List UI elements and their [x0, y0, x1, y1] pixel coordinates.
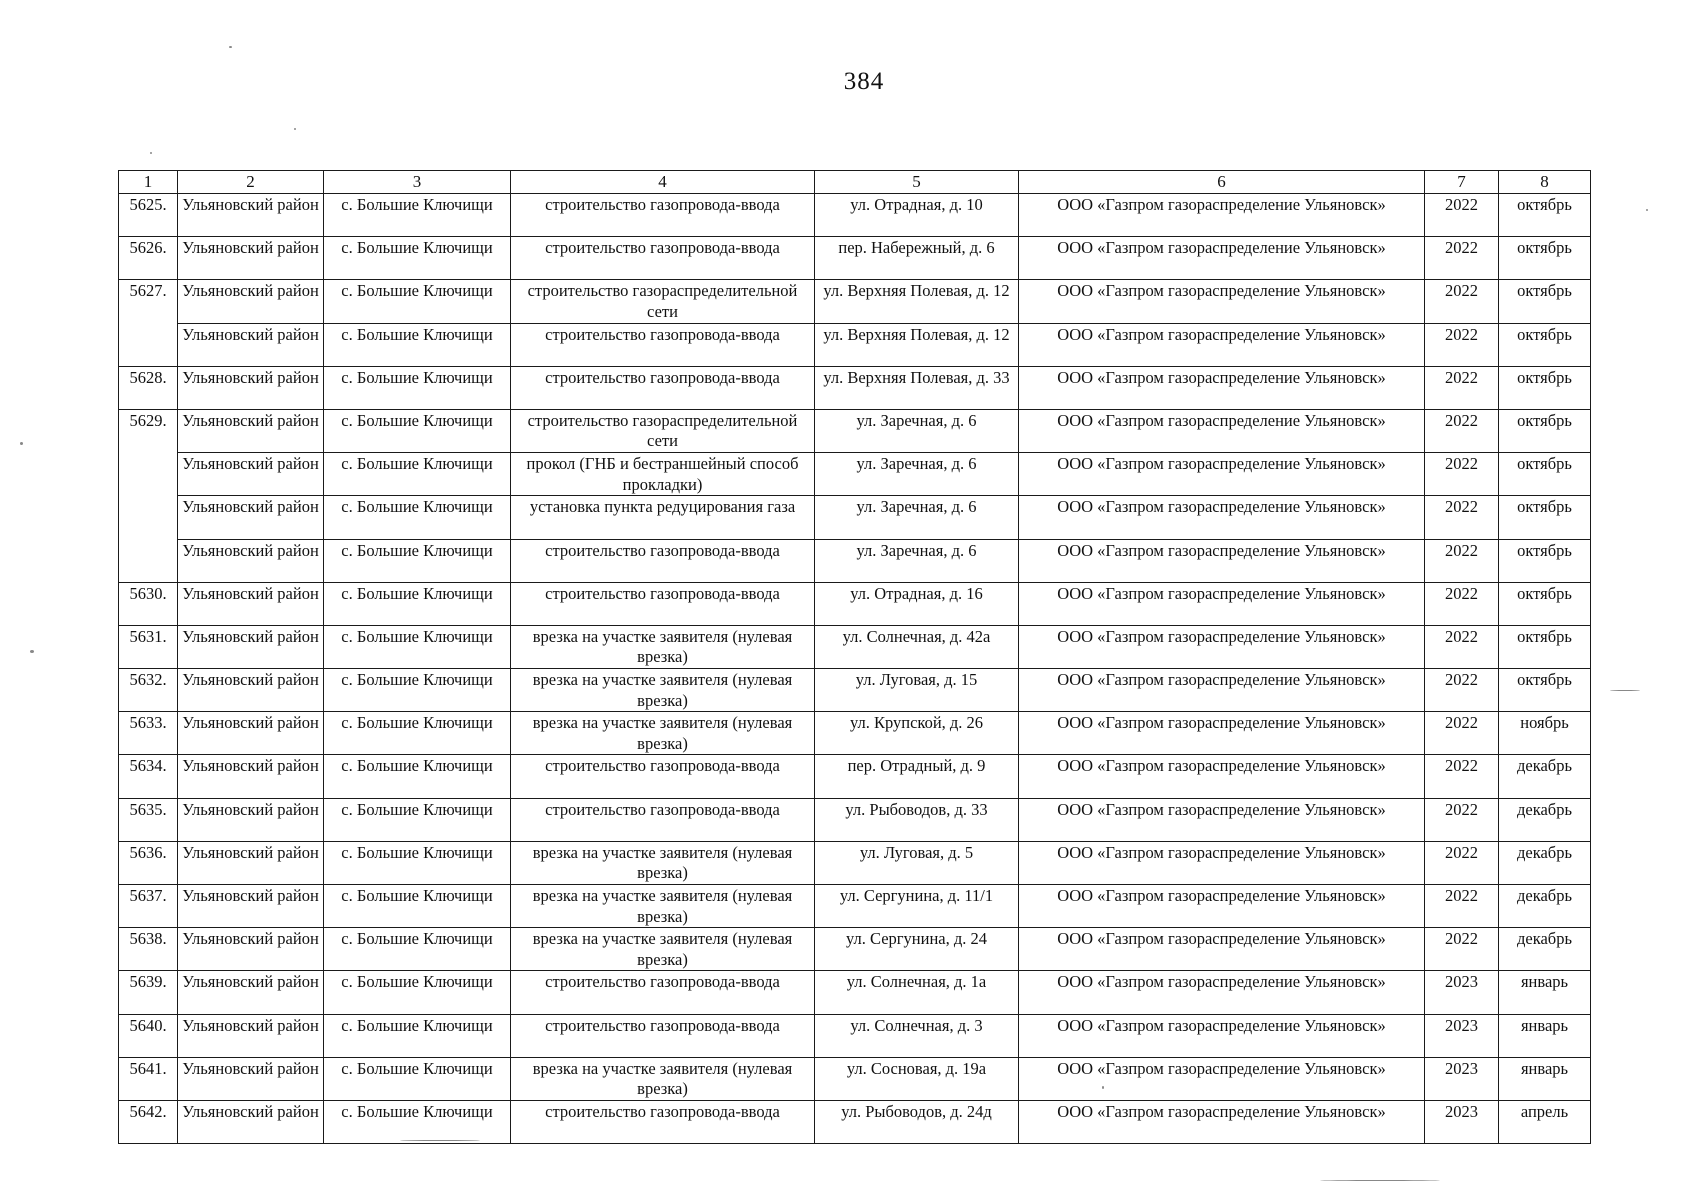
table-row [119, 755, 1591, 798]
cell-address: ул. Рыбоводов, д. 24д [815, 1100, 1019, 1143]
cell-number: 5630. [119, 582, 178, 625]
cell-settlement: с. Большие Ключищи [324, 453, 511, 496]
cell-work-type: строительство газопровода-ввода [511, 971, 815, 1014]
scan-speck [1610, 690, 1640, 691]
cell-address: ул. Солнечная, д. 3 [815, 1014, 1019, 1057]
header-col-6: 6 [1019, 171, 1425, 194]
cell-number: 5633. [119, 712, 178, 755]
cell-settlement: с. Большие Ключищи [324, 625, 511, 668]
cell-year: 2023 [1425, 1057, 1499, 1100]
cell-number: 5627. [119, 280, 178, 366]
table-row [119, 712, 1591, 755]
cell-year: 2022 [1425, 366, 1499, 409]
cell-number: 5629. [119, 409, 178, 582]
cell-address: пер. Отрадный, д. 9 [815, 755, 1019, 798]
cell-settlement: с. Большие Ключищи [324, 323, 511, 366]
table-row [119, 798, 1591, 841]
cell-year: 2023 [1425, 971, 1499, 1014]
cell-settlement: с. Большие Ключищи [324, 971, 511, 1014]
cell-settlement: с. Большие Ключищи [324, 1100, 511, 1143]
cell-month: октябрь [1499, 496, 1591, 539]
cell-month: январь [1499, 971, 1591, 1014]
table-header [119, 171, 1591, 194]
cell-year: 2022 [1425, 755, 1499, 798]
cell-settlement: с. Большие Ключищи [324, 409, 511, 452]
cell-number: 5626. [119, 237, 178, 280]
cell-work-type: строительство газопровода-ввода [511, 755, 815, 798]
header-col-4: 4 [511, 171, 815, 194]
cell-number: 5639. [119, 971, 178, 1014]
cell-organization: ООО «Газпром газораспределение Ульяновск» [1019, 194, 1425, 237]
cell-organization: ООО «Газпром газораспределение Ульяновск» [1019, 625, 1425, 668]
cell-address: ул. Рыбоводов, д. 33 [815, 798, 1019, 841]
cell-district: Ульяновский район [178, 496, 324, 539]
cell-number: 5642. [119, 1100, 178, 1143]
cell-organization: ООО «Газпром газораспределение Ульяновск» [1019, 928, 1425, 971]
cell-settlement: с. Большие Ключищи [324, 669, 511, 712]
page-number: 384 [843, 68, 885, 95]
cell-year: 2022 [1425, 496, 1499, 539]
cell-district: Ульяновский район [178, 582, 324, 625]
scan-speck [294, 128, 296, 130]
table-row [119, 496, 1591, 539]
cell-work-type: врезка на участке заявителя (нулевая врезка) [511, 625, 815, 668]
cell-organization: ООО «Газпром газораспределение Ульяновск» [1019, 1100, 1425, 1143]
cell-number: 5636. [119, 841, 178, 884]
cell-number: 5638. [119, 928, 178, 971]
cell-work-type: врезка на участке заявителя (нулевая врезка) [511, 885, 815, 928]
cell-district: Ульяновский район [178, 453, 324, 496]
scan-speck [400, 1140, 480, 1141]
table-row [119, 1100, 1591, 1143]
table-row [119, 453, 1591, 496]
table-row [119, 1014, 1591, 1057]
cell-year: 2022 [1425, 280, 1499, 323]
cell-settlement: с. Большие Ключищи [324, 366, 511, 409]
cell-year: 2022 [1425, 841, 1499, 884]
cell-address: ул. Солнечная, д. 1а [815, 971, 1019, 1014]
cell-year: 2022 [1425, 798, 1499, 841]
cell-settlement: с. Большие Ключищи [324, 1057, 511, 1100]
cell-settlement: с. Большие Ключищи [324, 755, 511, 798]
cell-month: декабрь [1499, 928, 1591, 971]
table-row [119, 885, 1591, 928]
cell-month: октябрь [1499, 280, 1591, 323]
cell-address: ул. Заречная, д. 6 [815, 453, 1019, 496]
cell-address: ул. Верхняя Полевая, д. 12 [815, 323, 1019, 366]
cell-number: 5628. [119, 366, 178, 409]
cell-number: 5625. [119, 194, 178, 237]
cell-month: октябрь [1499, 582, 1591, 625]
cell-work-type: строительство газопровода-ввода [511, 323, 815, 366]
table-row [119, 323, 1591, 366]
cell-address: ул. Крупской, д. 26 [815, 712, 1019, 755]
cell-address: ул. Верхняя Полевая, д. 12 [815, 280, 1019, 323]
cell-work-type: строительство газораспределительной сети [511, 280, 815, 323]
cell-address: ул. Сергунина, д. 24 [815, 928, 1019, 971]
cell-address: ул. Солнечная, д. 42а [815, 625, 1019, 668]
cell-organization: ООО «Газпром газораспределение Ульяновск» [1019, 496, 1425, 539]
cell-organization: ООО «Газпром газораспределение Ульяновск» [1019, 409, 1425, 452]
cell-address: ул. Заречная, д. 6 [815, 409, 1019, 452]
cell-organization: ООО «Газпром газораспределение Ульяновск» [1019, 755, 1425, 798]
cell-address: ул. Верхняя Полевая, д. 33 [815, 366, 1019, 409]
table-row [119, 539, 1591, 582]
header-col-3: 3 [324, 171, 511, 194]
cell-month: ноябрь [1499, 712, 1591, 755]
table-body [119, 194, 1591, 1144]
cell-year: 2023 [1425, 1014, 1499, 1057]
cell-year: 2022 [1425, 194, 1499, 237]
cell-organization: ООО «Газпром газораспределение Ульяновск» [1019, 971, 1425, 1014]
cell-month: декабрь [1499, 755, 1591, 798]
cell-address: ул. Отрадная, д. 10 [815, 194, 1019, 237]
cell-settlement: с. Большие Ключищи [324, 280, 511, 323]
cell-district: Ульяновский район [178, 841, 324, 884]
cell-month: декабрь [1499, 885, 1591, 928]
cell-month: октябрь [1499, 366, 1591, 409]
cell-organization: ООО «Газпром газораспределение Ульяновск» [1019, 453, 1425, 496]
cell-year: 2023 [1425, 1100, 1499, 1143]
cell-month: декабрь [1499, 798, 1591, 841]
cell-district: Ульяновский район [178, 798, 324, 841]
cell-year: 2022 [1425, 409, 1499, 452]
cell-year: 2022 [1425, 928, 1499, 971]
cell-work-type: строительство газопровода-ввода [511, 539, 815, 582]
cell-month: апрель [1499, 1100, 1591, 1143]
cell-district: Ульяновский район [178, 1014, 324, 1057]
cell-organization: ООО «Газпром газораспределение Ульяновск» [1019, 885, 1425, 928]
cell-organization: ООО «Газпром газораспределение Ульяновск» [1019, 669, 1425, 712]
cell-organization: ООО «Газпром газораспределение Ульяновск» [1019, 1057, 1425, 1100]
cell-month: октябрь [1499, 409, 1591, 452]
cell-district: Ульяновский район [178, 625, 324, 668]
cell-organization: ООО «Газпром газораспределение Ульяновск» [1019, 366, 1425, 409]
cell-work-type: врезка на участке заявителя (нулевая врезка) [511, 841, 815, 884]
cell-year: 2022 [1425, 712, 1499, 755]
cell-settlement: с. Большие Ключищи [324, 194, 511, 237]
cell-address: ул. Заречная, д. 6 [815, 539, 1019, 582]
cell-district: Ульяновский район [178, 280, 324, 323]
header-col-8: 8 [1499, 171, 1591, 194]
table-row [119, 280, 1591, 323]
cell-year: 2022 [1425, 237, 1499, 280]
cell-month: октябрь [1499, 539, 1591, 582]
table-row [119, 928, 1591, 971]
table-row [119, 409, 1591, 452]
cell-year: 2022 [1425, 669, 1499, 712]
scan-speck [1320, 1180, 1440, 1181]
cell-address: ул. Луговая, д. 5 [815, 841, 1019, 884]
table-row [119, 194, 1591, 237]
cell-district: Ульяновский район [178, 712, 324, 755]
cell-month: декабрь [1499, 841, 1591, 884]
cell-settlement: с. Большие Ключищи [324, 582, 511, 625]
cell-number: 5641. [119, 1057, 178, 1100]
cell-month: октябрь [1499, 669, 1591, 712]
table-row [119, 366, 1591, 409]
cell-address: пер. Набережный, д. 6 [815, 237, 1019, 280]
cell-settlement: с. Большие Ключищи [324, 712, 511, 755]
cell-work-type: врезка на участке заявителя (нулевая врезка) [511, 1057, 815, 1100]
scan-speck [30, 650, 34, 653]
cell-settlement: с. Большие Ключищи [324, 885, 511, 928]
cell-address: ул. Луговая, д. 15 [815, 669, 1019, 712]
cell-district: Ульяновский район [178, 669, 324, 712]
cell-work-type: врезка на участке заявителя (нулевая врезка) [511, 669, 815, 712]
cell-district: Ульяновский район [178, 971, 324, 1014]
scan-speck [150, 152, 152, 154]
cell-month: октябрь [1499, 237, 1591, 280]
cell-settlement: с. Большие Ключищи [324, 841, 511, 884]
scan-speck [229, 46, 232, 48]
cell-address: ул. Заречная, д. 6 [815, 496, 1019, 539]
cell-district: Ульяновский район [178, 928, 324, 971]
cell-work-type: строительство газопровода-ввода [511, 798, 815, 841]
header-col-5: 5 [815, 171, 1019, 194]
cell-organization: ООО «Газпром газораспределение Ульяновск» [1019, 237, 1425, 280]
cell-number: 5640. [119, 1014, 178, 1057]
cell-work-type: строительство газопровода-ввода [511, 194, 815, 237]
cell-organization: ООО «Газпром газораспределение Ульяновск» [1019, 841, 1425, 884]
gasification-schedule-table [118, 170, 1591, 1144]
table-row [119, 582, 1591, 625]
cell-district: Ульяновский район [178, 237, 324, 280]
cell-district: Ульяновский район [178, 409, 324, 452]
cell-settlement: с. Большие Ключищи [324, 928, 511, 971]
cell-settlement: с. Большие Ключищи [324, 496, 511, 539]
cell-district: Ульяновский район [178, 1057, 324, 1100]
cell-year: 2022 [1425, 539, 1499, 582]
cell-work-type: прокол (ГНБ и бестраншейный способ прокладки) [511, 453, 815, 496]
scan-speck [1102, 1086, 1104, 1089]
cell-district: Ульяновский район [178, 323, 324, 366]
cell-organization: ООО «Газпром газораспределение Ульяновск» [1019, 280, 1425, 323]
cell-work-type: врезка на участке заявителя (нулевая врезка) [511, 928, 815, 971]
header-col-7: 7 [1425, 171, 1499, 194]
cell-month: октябрь [1499, 194, 1591, 237]
cell-number: 5632. [119, 669, 178, 712]
cell-settlement: с. Большие Ключищи [324, 1014, 511, 1057]
scan-speck [20, 442, 23, 445]
cell-work-type: строительство газопровода-ввода [511, 582, 815, 625]
header-row [119, 171, 1591, 194]
table-row [119, 1057, 1591, 1100]
cell-address: ул. Отрадная, д. 16 [815, 582, 1019, 625]
cell-work-type: строительство газораспределительной сети [511, 409, 815, 452]
cell-month: октябрь [1499, 625, 1591, 668]
cell-number: 5631. [119, 625, 178, 668]
cell-number: 5634. [119, 755, 178, 798]
cell-work-type: строительство газопровода-ввода [511, 1100, 815, 1143]
cell-year: 2022 [1425, 625, 1499, 668]
cell-district: Ульяновский район [178, 755, 324, 798]
cell-month: октябрь [1499, 323, 1591, 366]
cell-settlement: с. Большие Ключищи [324, 237, 511, 280]
table-row [119, 971, 1591, 1014]
table-row [119, 841, 1591, 884]
table-row [119, 237, 1591, 280]
cell-address: ул. Сергунина, д. 11/1 [815, 885, 1019, 928]
header-col-2: 2 [178, 171, 324, 194]
cell-address: ул. Сосновая, д. 19а [815, 1057, 1019, 1100]
cell-district: Ульяновский район [178, 1100, 324, 1143]
cell-organization: ООО «Газпром газораспределение Ульяновск» [1019, 323, 1425, 366]
cell-work-type: строительство газопровода-ввода [511, 1014, 815, 1057]
table-row [119, 669, 1591, 712]
table-row [119, 625, 1591, 668]
cell-year: 2022 [1425, 323, 1499, 366]
cell-work-type: строительство газопровода-ввода [511, 366, 815, 409]
cell-settlement: с. Большие Ключищи [324, 539, 511, 582]
cell-district: Ульяновский район [178, 366, 324, 409]
cell-organization: ООО «Газпром газораспределение Ульяновск» [1019, 539, 1425, 582]
cell-year: 2022 [1425, 885, 1499, 928]
cell-district: Ульяновский район [178, 885, 324, 928]
cell-work-type: врезка на участке заявителя (нулевая врезка) [511, 712, 815, 755]
cell-work-type: установка пункта редуцирования газа [511, 496, 815, 539]
cell-organization: ООО «Газпром газораспределение Ульяновск» [1019, 712, 1425, 755]
cell-work-type: строительство газопровода-ввода [511, 237, 815, 280]
cell-district: Ульяновский район [178, 194, 324, 237]
cell-number: 5635. [119, 798, 178, 841]
cell-organization: ООО «Газпром газораспределение Ульяновск» [1019, 582, 1425, 625]
cell-month: январь [1499, 1014, 1591, 1057]
cell-settlement: с. Большие Ключищи [324, 798, 511, 841]
cell-district: Ульяновский район [178, 539, 324, 582]
cell-organization: ООО «Газпром газораспределение Ульяновск» [1019, 1014, 1425, 1057]
cell-organization: ООО «Газпром газораспределение Ульяновск» [1019, 798, 1425, 841]
cell-month: январь [1499, 1057, 1591, 1100]
header-col-1: 1 [119, 171, 178, 194]
cell-year: 2022 [1425, 582, 1499, 625]
cell-number: 5637. [119, 885, 178, 928]
scan-speck [1646, 209, 1648, 211]
cell-month: октябрь [1499, 453, 1591, 496]
cell-year: 2022 [1425, 453, 1499, 496]
